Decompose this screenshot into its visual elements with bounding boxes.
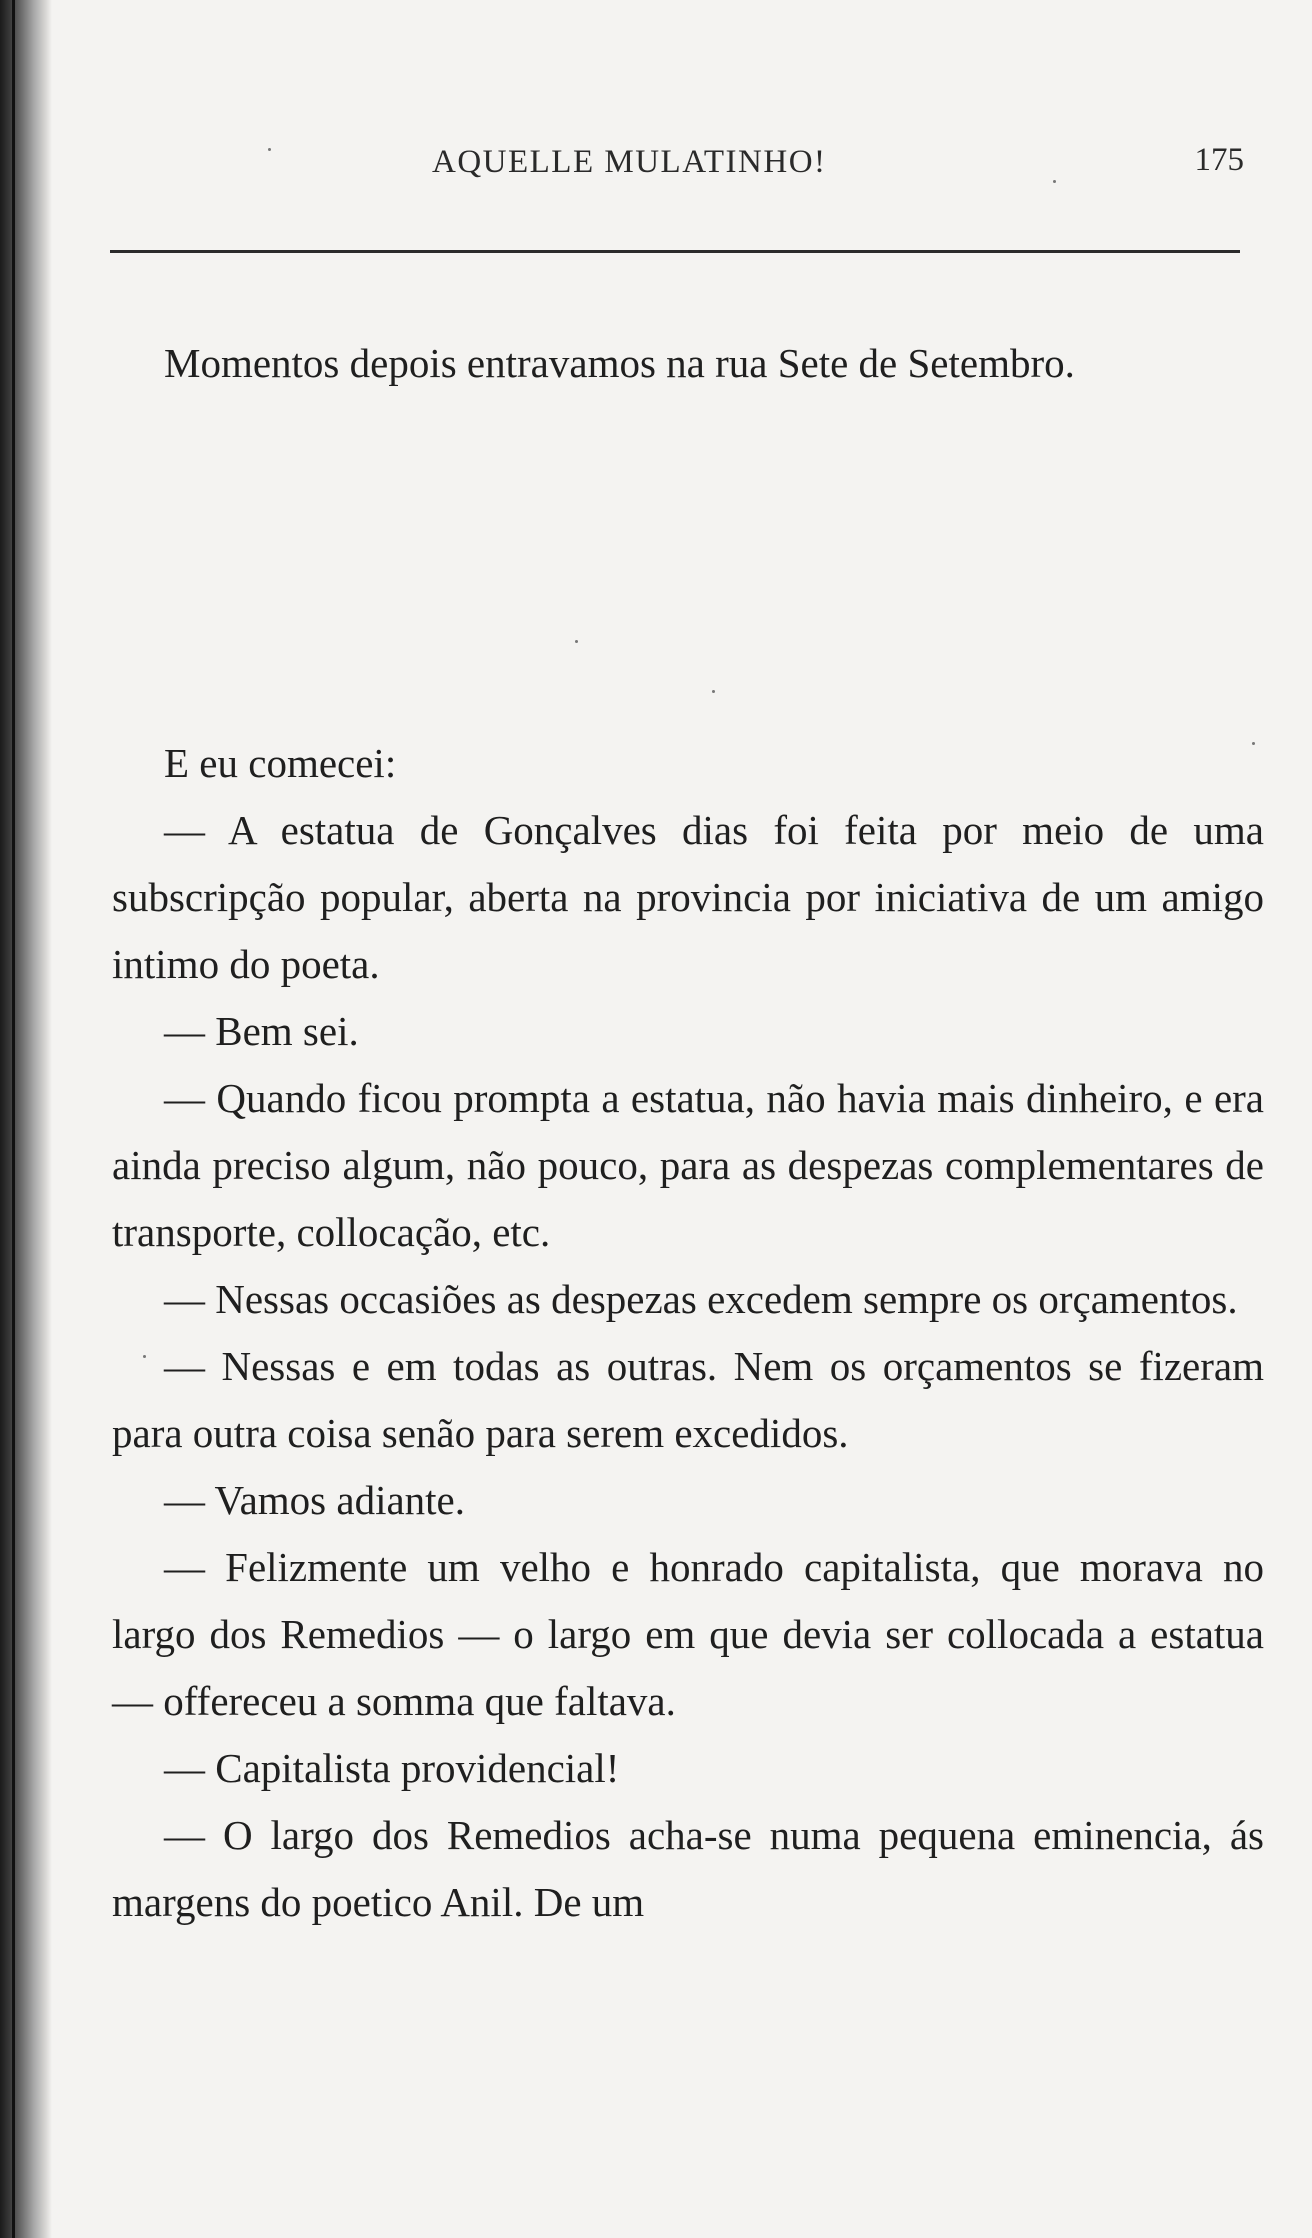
paragraph-2: — Bem sei. xyxy=(164,1008,359,1054)
book-gutter-shadow xyxy=(0,0,52,2238)
paragraph-5: — Nessas e em todas as outras. Nem os orçamentos se fizeram para outra coisa senão para serem excedidos. xyxy=(112,1343,1264,1456)
dialogue-block xyxy=(112,730,1264,1936)
page-number: 175 xyxy=(1194,142,1244,178)
print-speck xyxy=(143,1355,146,1358)
paragraph-0: E eu comecei: xyxy=(164,740,397,786)
paragraph-7: — Felizmente um velho e honrado capitalista, que morava no largo dos Remedios — o largo em que devia ser collocada a estatua — offereceu a somma que faltava. xyxy=(112,1544,1264,1724)
paragraph-1: — A estatua de Gonçalves dias foi feita por meio de uma subscripção popular, aberta na provincia por iniciativa de um amigo intimo do poeta. xyxy=(112,807,1264,987)
gutter-edge-line xyxy=(12,0,15,2238)
print-speck xyxy=(268,148,271,151)
page-header xyxy=(120,138,1250,198)
paragraph-4: — Nessas occasiões as despezas excedem sempre os orçamentos. xyxy=(164,1276,1238,1322)
intro-block xyxy=(112,330,1264,397)
paragraph-3: — Quando ficou prompta a estatua, não havia mais dinheiro, e era ainda preciso algum, não pouco, para as despezas complementares de transporte, collocação, etc. xyxy=(112,1075,1264,1255)
paragraph-6: — Vamos adiante. xyxy=(164,1477,465,1523)
print-speck xyxy=(712,690,715,693)
paragraph-8: — Capitalista providencial! xyxy=(164,1745,620,1791)
paragraph-9: — O largo dos Remedios acha-se numa pequena eminencia, ás margens do poetico Anil. De um xyxy=(112,1812,1264,1925)
print-speck xyxy=(1053,180,1056,183)
print-speck xyxy=(575,640,578,643)
running-title: AQUELLE MULATINHO! xyxy=(432,144,827,180)
print-speck xyxy=(1252,742,1255,745)
intro-paragraph: Momentos depois entravamos na rua Sete de Setembro. xyxy=(164,340,1075,386)
header-rule xyxy=(110,250,1240,253)
